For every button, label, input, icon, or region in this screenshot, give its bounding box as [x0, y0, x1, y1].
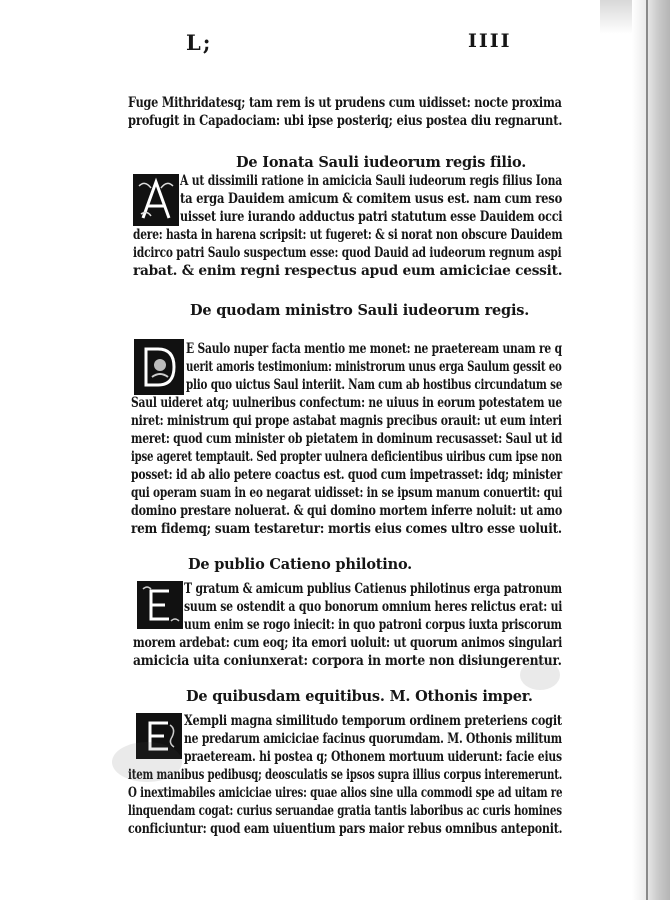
- text-line: praeteream. hi postea q; Othonem mortuum uiderunt: facie eius: [184, 749, 562, 765]
- decorated-initial-e-icon: [139, 583, 181, 627]
- text-line: rem fidemq; suam testaretur: mortis eius comes ultro esse uoluit.: [131, 521, 562, 537]
- text-line: Fuge Mithridatesq; tam rem is ut prudens cum uidisset: nocte proxima: [128, 95, 562, 111]
- page-gutter-shadow: [632, 0, 670, 900]
- text-line: A ut dissimili ratione in amicicia Sauli iudeorum regis filius Iona: [180, 173, 563, 189]
- text-line: uerit amoris testimonium: ministrorum unus erga Saulum gessit eo: [186, 359, 562, 375]
- running-head-left: L;: [186, 30, 213, 55]
- decorated-initial-d-icon: [136, 341, 182, 393]
- text-line: plio quo uictus Saul interiit. Nam cum ab hostibus circundatum se: [186, 377, 563, 393]
- text-line: amicicia uita coniunxerat: corpora in morte non disiungerentur.: [133, 653, 562, 669]
- text-line: niret: ministrum qui prope astabat magnis precibus orauit: ut eum interi: [131, 413, 562, 429]
- text-line: qui operam suam in eo negarat uidisset: in se ipsum manum conuertit: qui: [131, 485, 563, 501]
- text-line: ta erga Dauidem amicum & comitem usus est. nam cum reso: [180, 191, 563, 207]
- text-line: dere: hasta in harena scripsit: ut fugeret: & si norat non obscure Dauidem: [133, 227, 563, 243]
- text-line: meret: quod cum minister ob pietatem in dominum recusasset: Saul ut id: [131, 431, 563, 447]
- text-line: conficiuntur: quod eam uiuentium pars maior rebus omnibus anteponit.: [128, 821, 563, 837]
- text-line: item manibus pedibusq; deosculatis se ipsos supra illius corpus interemerunt.: [128, 767, 563, 783]
- text-line: linquendam cogat: curius seruandae gratia tantis laboribus ac curis homines: [128, 803, 562, 819]
- text-line: morem ardebat: cum eoq; ita emori uoluit: ut quorum animos singulari: [133, 635, 563, 651]
- ink-smudge: [520, 660, 560, 690]
- text-line: suum se ostendit a quo bonorum omnium heres relictus erat: ui: [184, 599, 563, 615]
- decorated-initial: [133, 174, 179, 226]
- section-heading: De quibusdam equitibus. M. Othonis imper.: [186, 688, 533, 705]
- text-line: uum enim se rogo iniecit: in quo patroni corpus iuxta priscorum: [184, 617, 562, 633]
- text-line: rabat. & enim regni respectus apud eum amiciciae cessit.: [133, 263, 563, 279]
- text-line: O inextimabiles amiciciae uires: quae alios sine ulla commodi spe ad uitam re: [128, 785, 563, 801]
- text-line: posset: id ab alio petere coactus est. quod cum impetrasset: idq; minister: [131, 467, 563, 483]
- text-line: E Saulo nuper facta mentio me monet: ne praeteream unam re q: [186, 341, 562, 357]
- text-line: Saul uideret atq; uulneribus confectum: ne uiuus in eorum potestatem ue: [131, 395, 563, 411]
- text-line: uisset iure iurando adductus patri statutum esse Dauidem occi: [180, 209, 563, 225]
- ink-smudge: [112, 742, 182, 782]
- text-line: Xempli magna similitudo temporum ordinem preteriens cogit: [184, 713, 562, 729]
- decorated-initial: [137, 581, 183, 629]
- decorated-initial-a-icon: [135, 176, 177, 224]
- folio-number: IIII: [468, 30, 512, 52]
- section-heading: De Ionata Sauli iudeorum regis filio.: [236, 154, 527, 171]
- page-edge: [646, 0, 648, 900]
- section-heading: De quodam ministro Sauli iudeorum regis.: [190, 302, 530, 319]
- text-line: ipse ageret temptauit. Sed propter uulnera deficientibus uiribus cum ipse non: [131, 449, 563, 465]
- text-line: T gratum & amicum publius Catienus philotinus erga patronum: [184, 581, 562, 597]
- text-line: profugit in Capadociam: ubi ipse posteriq; eius postea diu regnarunt.: [128, 113, 563, 129]
- text-line: ne predarum amiciciae facinus quorumdam. M. Othonis militum: [184, 731, 562, 747]
- decorated-initial: [134, 339, 184, 395]
- section-heading: De publio Catieno philotino.: [188, 556, 413, 573]
- text-line: idcirco patri Saulo suspectum esse: quod Dauid ad iudeorum regnum aspi: [133, 245, 562, 261]
- text-line: domino prestare noluerat. & qui domino mortem inferre noluit: ut amo: [131, 503, 563, 519]
